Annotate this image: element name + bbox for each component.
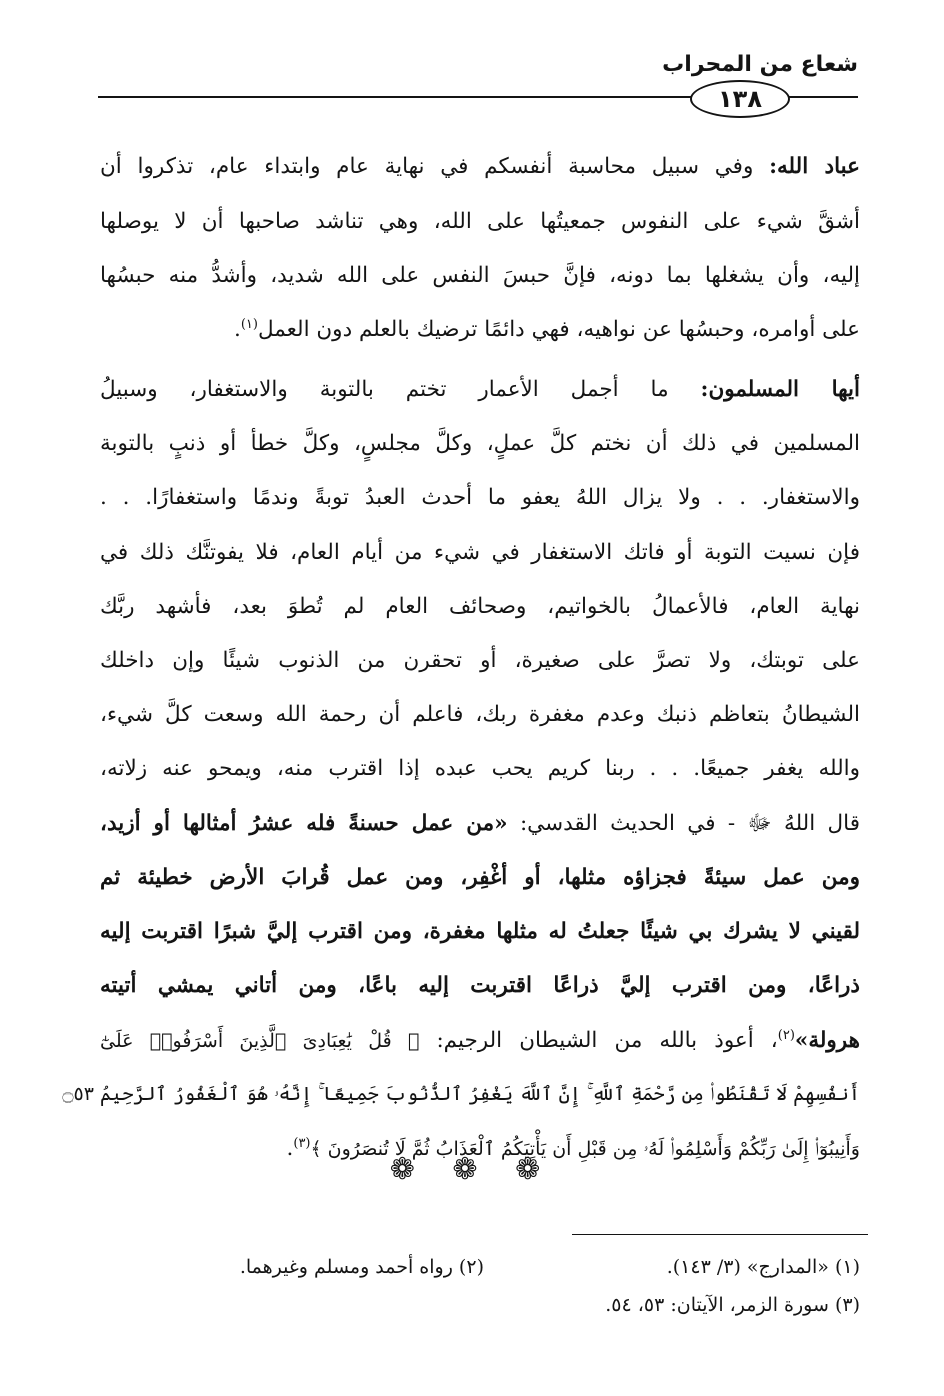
hadith-text: لقيني لا يشرك بي شيئًا جعلتُ له مثلها مغفرة، ومن اقترب إليَّ شبرًا اقتربت إليه: [100, 918, 860, 944]
footnote-2: (٢) رواه أحمد ومسلم وغيرهما.: [239, 1256, 484, 1278]
quran-verse: وَأَنِيبُوٓا۟ إِلَىٰ رَبِّكُمْ وَأَسْلِمُوا۟ لَهُۥ مِن قَبْلِ أَن يَأْتِيَكُمُ ٱلْعَذَابُ ثُمَّ لَا تُنصَرُونَ ﴾: [310, 1138, 860, 1161]
text-line: قال اللهُ ﷻ - في الحديث القدسي: «من عمل حسنةً فله عشرُ أمثالها أو أزيد،: [100, 810, 861, 836]
page-number: ١٣٨: [718, 85, 762, 113]
quran-verse: أَنفُسِهِمْ لَا تَقْنَطُوا۟ مِن رَّحْمَةِ ٱللَّهِ ۚ إِنَّ ٱللَّهَ يَغْفِرُ ٱلذُّنُوبَ جَمِيعًا ۚ إِنَّهُۥ هُوَ ٱلْغَفُورُ ٱلرَّحِيمُ ۝٥٣: [62, 1082, 860, 1105]
text-line: المسلمين في ذلك أن نختم كلَّ عملٍ، وكلَّ مجلسٍ، وكلَّ خطأ أو ذنبٍ بالتوبة: [100, 431, 860, 457]
footnote-ref: (٢): [777, 1027, 795, 1043]
text-line: فإن نسيت التوبة أو فاتك الاستغفار في شيء من أيام العام، فلا يفوتنَّك ذلك في: [100, 539, 860, 565]
text-line: على أوامره، وحبسُها عن نواهيه، فهي دائمًا ترضيك بالعلم دون العمل$^{(١)}$.: [233, 317, 860, 343]
text-line: وَأَنِيبُوٓا۟ إِلَىٰ رَبِّكُمْ وَأَسْلِمُوا۟ لَهُۥ مِن قَبْلِ أَن يَأْتِيَكُمُ ٱلْعَذَابُ ثُمَّ لَا تُنصَرُونَ ﴾$^{(٣)}$.: [286, 1136, 860, 1162]
section-divider-ornaments: ❁ ❁ ❁: [389, 1152, 555, 1187]
footnote-ref: (٣): [293, 1136, 311, 1152]
text-line: [100, 905, 860, 959]
hadith-text: ومن عمل سيئةً فجزاؤه مثلها، أو أغْفِر، ومن عمل قُرابَ الأرض خطيئة ثم: [100, 864, 860, 890]
footnote-rule: [572, 1234, 868, 1235]
text-line: نهاية العام، فالأعمالُ بالخواتيم، وصحائف العام لم تُطوَ بعد، فأشهد ربَّك: [100, 593, 860, 619]
footnote-ref: (١): [240, 317, 258, 333]
running-header-title: شعاع من المحراب: [662, 52, 858, 77]
text-line: إليه، وأن يشغلها بما دونه، فإنَّ حبسَ النفس على الله شديد، وأشدُّ منه حبسُها: [100, 262, 860, 288]
text-line: هرولة»$^{(٢)}$، أعوذ بالله من الشيطان الرجيم: ﴿ قُلْ يَٰعِبَادِىَ ٱلَّذِينَ أَسْرَفُوا۟ عَلَىٰٓ: [100, 1027, 860, 1053]
text-line: عباد الله: وفي سبيل محاسبة أنفسكم في نهاية عام وابتداء عام، تذكروا أن: [100, 154, 860, 180]
text-line: الشيطانُ بتعاظم ذنبك وعدم مغفرة ربك، فاعلم أن رحمة الله وسعت كلَّ شيء،: [100, 702, 860, 728]
text-line: [100, 959, 860, 1013]
text-line: على توبتك، ولا تصرَّ على صغيرة، أو تحقرن من الذنوب شيئًا وإن داخلك: [100, 648, 860, 674]
text-line: [62, 1067, 860, 1121]
text-line: [100, 850, 860, 904]
paragraph-lead: أيها المسلمون:: [700, 377, 860, 403]
paragraph-lead: عباد الله:: [769, 154, 860, 180]
hadith-text: «من عمل حسنةً فله عشرُ أمثالها أو أزيد،: [100, 810, 508, 836]
hadith-text: ذراعًا، ومن اقترب إليَّ ذراعًا اقتربت إليه باعًا، ومن أتاني يمشي أتيته: [100, 973, 860, 999]
footnote-1: (١) «المدارج» (٣/ ١٤٣).: [666, 1256, 860, 1278]
page-number-badge: [690, 80, 790, 118]
text-line: أيها المسلمون: ما أجمل الأعمار تختم بالتوبة والاستغفار، وسبيلُ: [100, 377, 860, 403]
body-text: [62, 140, 861, 1176]
text-line: والله يغفر جميعًا. . . ربنا كريم يحب عبده إذا اقترب منه، ويمحو عنه زلاته،: [100, 756, 860, 782]
hadith-text: هرولة»: [794, 1027, 860, 1053]
footnote-3: (٣) سورة الزمر، الآيتان: ٥٣، ٥٤.: [605, 1294, 860, 1316]
text-line: والاستغفار. . . ولا يزال اللهُ يعفو ما أحدث العبدُ توبةً وندمًا واستغفارًا. . .: [100, 485, 860, 511]
text-line: أشقَّ شيء على النفوس جمعيتُها على الله، وهي تناشد صاحبها أن لا يوصلها: [100, 208, 860, 234]
quran-verse: ﴿ قُلْ يَٰعِبَادِىَ ٱلَّذِينَ أَسْرَفُوا۟ عَلَىٰٓ: [100, 1029, 420, 1052]
